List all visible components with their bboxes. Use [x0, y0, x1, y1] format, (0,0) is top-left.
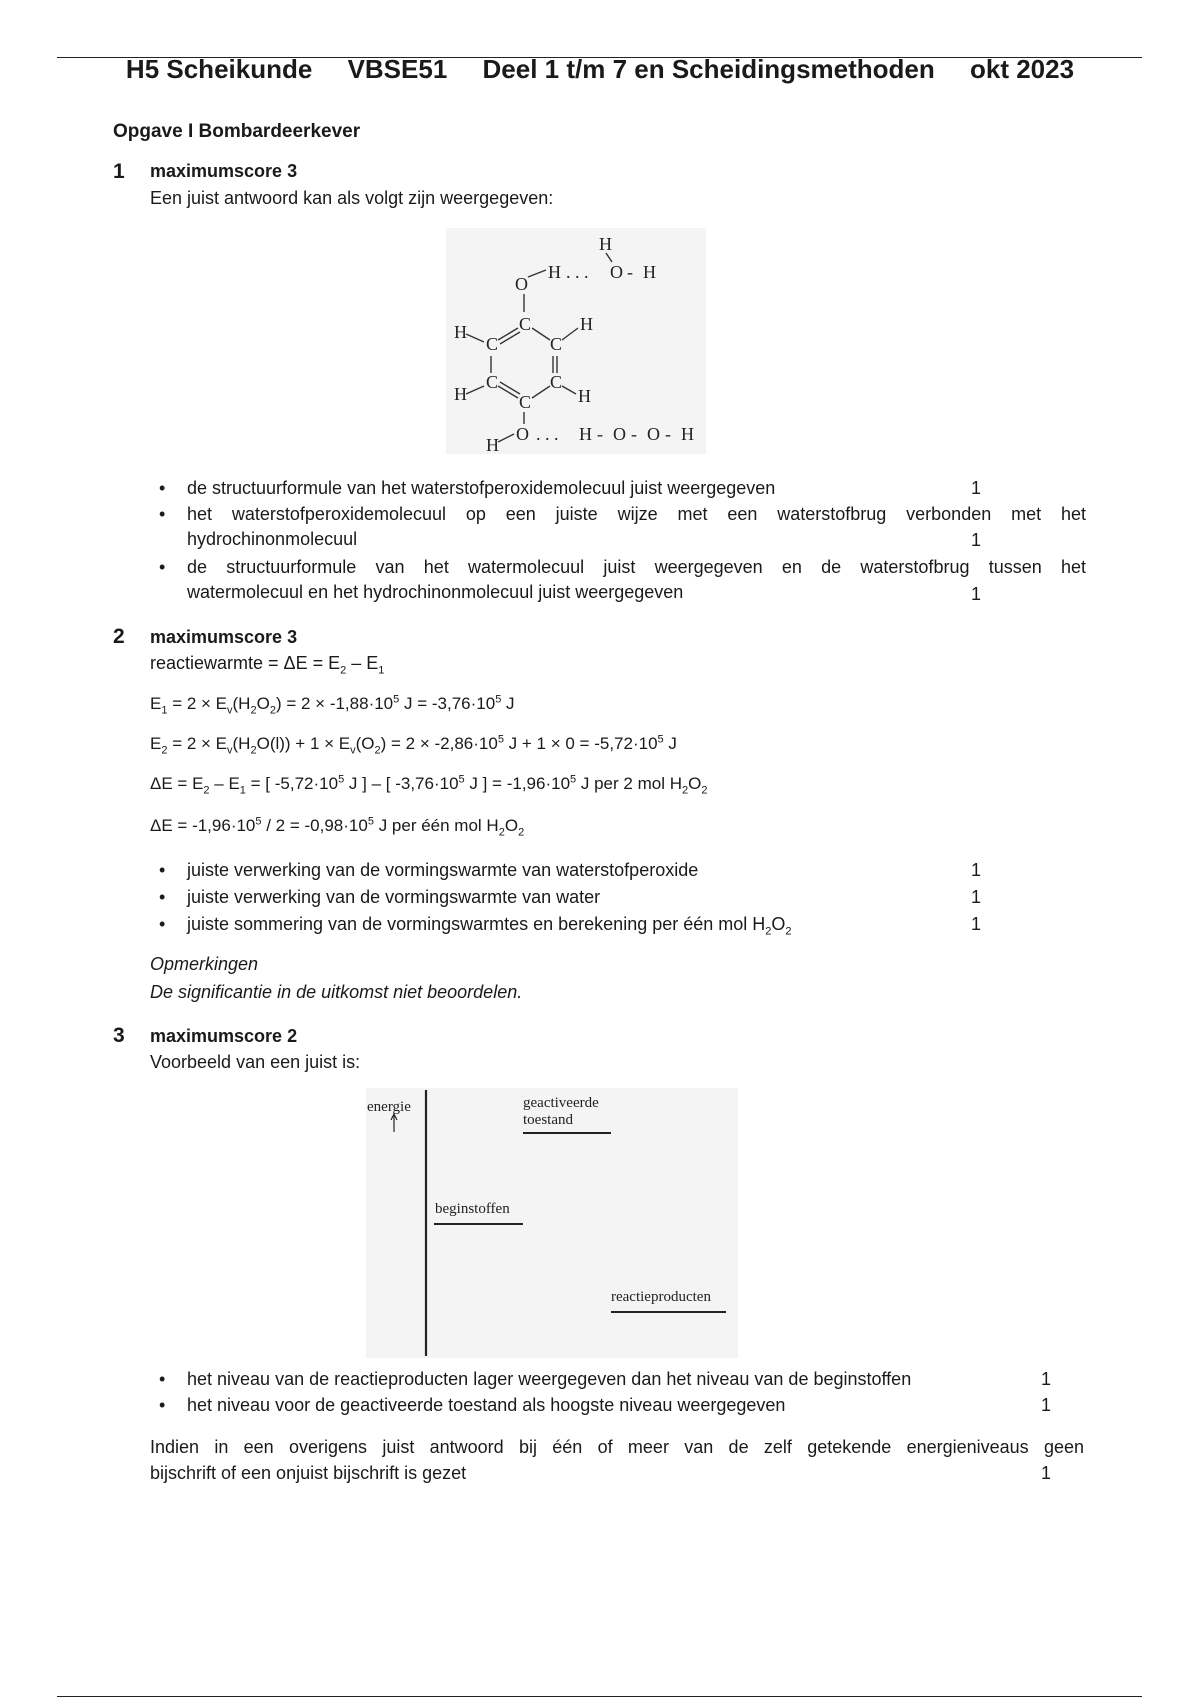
atom-c: C	[519, 392, 532, 412]
criterion-text: juiste verwerking van de vormingswarmte van waterstofperoxide	[187, 860, 699, 880]
q1-criterion-1-score: 1	[971, 478, 982, 498]
atom-h: H	[643, 262, 656, 282]
bullet: •	[159, 887, 166, 907]
bond-dash: -	[597, 424, 603, 444]
q3-number: 3	[113, 1024, 125, 1047]
q3-note-line2: bijschrift of een onjuist bijschrift is gezet	[150, 1463, 467, 1483]
bullet: •	[159, 504, 166, 524]
q2-formula-0: reactiewarmte = $\Delta E = E_2 - E_1$	[150, 653, 385, 677]
atom-c: C	[486, 372, 499, 392]
criterion-text: juiste sommering van de vormingswarmtes en berekening per één mol $H_2O_2$	[187, 914, 792, 938]
atom-o: O	[613, 424, 626, 444]
bond-dash: -	[627, 262, 633, 282]
atom-h: H	[486, 435, 499, 454]
q1-criterion-2	[159, 504, 1086, 550]
section-title: Opgave I Bombardeerkever	[113, 121, 361, 142]
header-code: VBSE51	[347, 54, 448, 84]
q2-remarks-text: De significantie in de uitkomst niet beoordelen.	[150, 982, 523, 1002]
criterion-text: juiste verwerking van de vormingswarmte van water	[187, 887, 601, 907]
q2-maxscore: maximumscore 3	[150, 627, 298, 647]
q3-note-line1: Indien in een overigens juist antwoord bij één of meer van de zelf getekende energieniveaus geen	[150, 1437, 1084, 1457]
criterion-text: het waterstofperoxidemolecuul op een juiste wijze met een waterstofbrug verbonden met het	[187, 504, 1086, 524]
q2-criterion-3	[159, 914, 792, 938]
atom-h: H	[681, 424, 694, 444]
diagram-lines	[391, 1090, 726, 1356]
hydroquinone-structure	[446, 228, 706, 454]
atom-o: O	[516, 424, 529, 444]
bottom-rule	[57, 1696, 1142, 1697]
bond-dash: -	[665, 424, 671, 444]
q2-criterion-2	[159, 887, 601, 908]
bullet: •	[159, 860, 166, 880]
q3-criterion-1	[159, 1369, 912, 1390]
q2-remarks-title: Opmerkingen	[150, 954, 259, 974]
q1-intro: Een juist antwoord kan als volgt zijn weergegeven:	[150, 188, 554, 208]
q2-number: 2	[113, 625, 125, 648]
hbond-dots: . . .	[566, 262, 589, 282]
q1-criterion-3-score: 1	[971, 584, 982, 604]
q3-criterion-2	[159, 1395, 786, 1416]
level-label-geactiveerde: geactiveerde	[523, 1095, 599, 1111]
atom-h: H	[454, 322, 467, 342]
atom-h: H	[599, 234, 612, 254]
criterion-text: de structuurformule van het watermolecuul juist weergegeven en de waterstofbrug tussen het	[187, 557, 1086, 577]
page-header	[0, 54, 1200, 85]
header-topic: Deel 1 t/m 7 en Scheidingsmethoden	[482, 54, 935, 84]
q2-formula-4: $\Delta E = -1,96\cdot 10^5 / 2 = -0,98\cdot 10^5$ J per één mol $H_2O_2$	[150, 815, 525, 839]
bullet: •	[159, 1395, 166, 1415]
q2-criterion-1-score: 1	[971, 860, 982, 880]
q1-criterion-3	[159, 557, 1086, 603]
q3-criterion-1-score: 1	[1041, 1369, 1052, 1389]
atom-h: H	[454, 384, 467, 404]
level-label-toestand: toestand	[523, 1112, 573, 1128]
atom-c: C	[550, 334, 563, 354]
atom-c: C	[519, 314, 532, 334]
axis-label-energie: energie	[367, 1099, 411, 1115]
header-course: H5 Scheikunde	[125, 54, 313, 84]
atom-o: O	[515, 274, 528, 294]
bullet: •	[159, 557, 166, 577]
atom-c: C	[550, 372, 563, 392]
energy-diagram-svg	[366, 1088, 738, 1358]
bullet: •	[159, 478, 166, 498]
q2-criterion-3-score: 1	[971, 914, 982, 934]
q2-formula-2: $E_2 = 2 \times E_v(H_2O(l)) + 1 \times E_v(O_2) = 2 \times -2,86\cdot 10^5$ $J + 1 \times 0 = -5,72\cdot 10^5$ J	[150, 733, 677, 757]
atom-h: H	[580, 314, 593, 334]
q1-maxscore: maximumscore 3	[150, 161, 298, 181]
atom-o: O	[647, 424, 660, 444]
atom-h: H	[578, 386, 591, 406]
energy-diagram	[366, 1088, 738, 1358]
atom-c: C	[486, 334, 499, 354]
bullet: •	[159, 1369, 166, 1389]
criterion-text-continued: hydrochinonmolecuul	[187, 529, 358, 549]
q3-maxscore: maximumscore 2	[150, 1026, 298, 1046]
criterion-text: het niveau van de reactieproducten lager weergegeven dan het niveau van de beginstoffen	[187, 1369, 912, 1389]
level-label-reactieproducten: reactieproducten	[611, 1289, 711, 1305]
q3-intro: Voorbeeld van een juist is:	[150, 1052, 361, 1072]
criterion-text-continued: watermolecuul en het hydrochinonmolecuul juist weergegeven	[187, 582, 684, 602]
criterion-text: het niveau voor de geactiveerde toestand als hoogste niveau weergegeven	[187, 1395, 786, 1415]
atom-h: H	[579, 424, 592, 444]
q1-criterion-2-score: 1	[971, 530, 982, 550]
q3-note-score: 1	[1041, 1463, 1052, 1483]
q1-criterion-1	[159, 478, 1087, 499]
q3-criterion-2-score: 1	[1041, 1395, 1052, 1415]
bond-dash: -	[631, 424, 637, 444]
bullet: •	[159, 914, 166, 934]
q2-formula-1: $E_1 = 2 \times E_v(H_2O_2) = 2 \times -1,88\cdot 10^5$ $J = -3,76\cdot 10^5$ J	[150, 693, 515, 717]
structure-diagram	[446, 228, 706, 454]
level-label-beginstoffen: beginstoffen	[435, 1201, 510, 1217]
criterion-text: de structuurformule van het waterstofperoxidemolecuul juist weergegeven	[187, 478, 776, 498]
hbond-dots: . . .	[536, 424, 559, 444]
atom-h: H	[548, 262, 561, 282]
q2-criterion-1	[159, 860, 699, 881]
atom-o: O	[610, 262, 623, 282]
header-date: okt 2023	[970, 54, 1075, 84]
q1-number: 1	[113, 160, 125, 183]
q2-criterion-2-score: 1	[971, 887, 982, 907]
q2-formula-3: $\Delta E = E_2 - E_1$ = [ $-5,72\cdot 10^5$ J ] – [ $-3,76\cdot 10^5$ J ] = $-1,96\cdot 10^5$ J per 2 mol $H_2O_2$	[150, 773, 708, 797]
